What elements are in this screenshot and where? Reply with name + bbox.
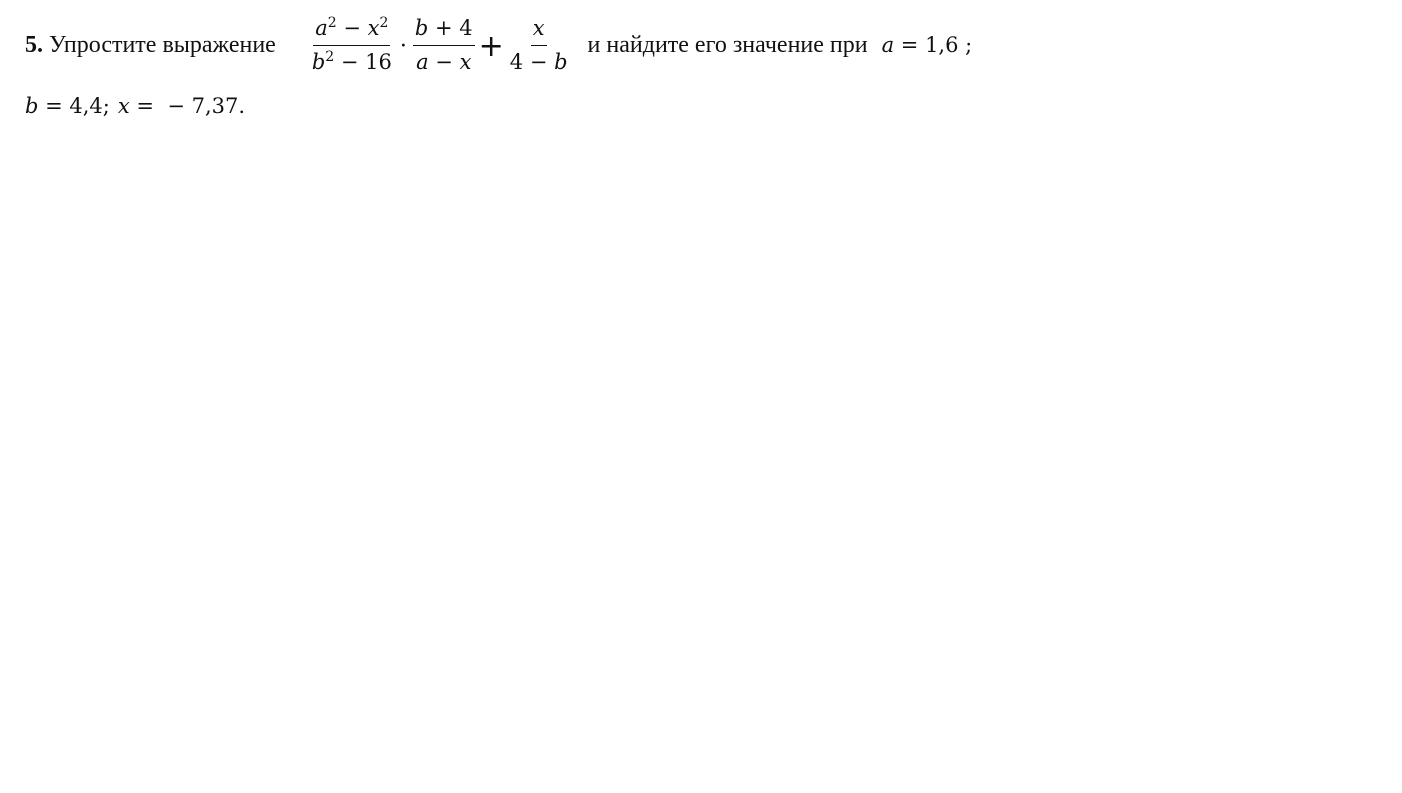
plus-operator: + [478,28,504,64]
fraction-2 [413,15,475,74]
fraction-2-denominator: a − x [416,49,472,74]
problem-line-1 [25,10,972,80]
problem-line-2 [25,88,245,124]
given-x-value: x = − 7,37. [117,94,246,118]
problem-number: 5. [25,31,43,58]
problem-after-text: и найдите его значение при [587,31,868,58]
given-b-value: b = 4,4; [25,94,110,118]
problem-intro-text: Упростите выражение [49,31,276,58]
fraction-1-denominator: $b^2 - 16$ [311,48,392,74]
fraction-1 [310,14,394,74]
fraction-3 [508,15,570,74]
fraction-1-numerator: $a^2 - x^2$ [313,18,390,46]
fraction-3-denominator: 4 − b [509,49,568,74]
math-expression [310,14,570,74]
given-a-value: a = 1,6 ; [881,33,973,57]
multiply-operator: · [399,33,407,59]
fraction-2-numerator: b + 4 [413,18,475,46]
fraction-3-numerator: x [531,18,547,46]
